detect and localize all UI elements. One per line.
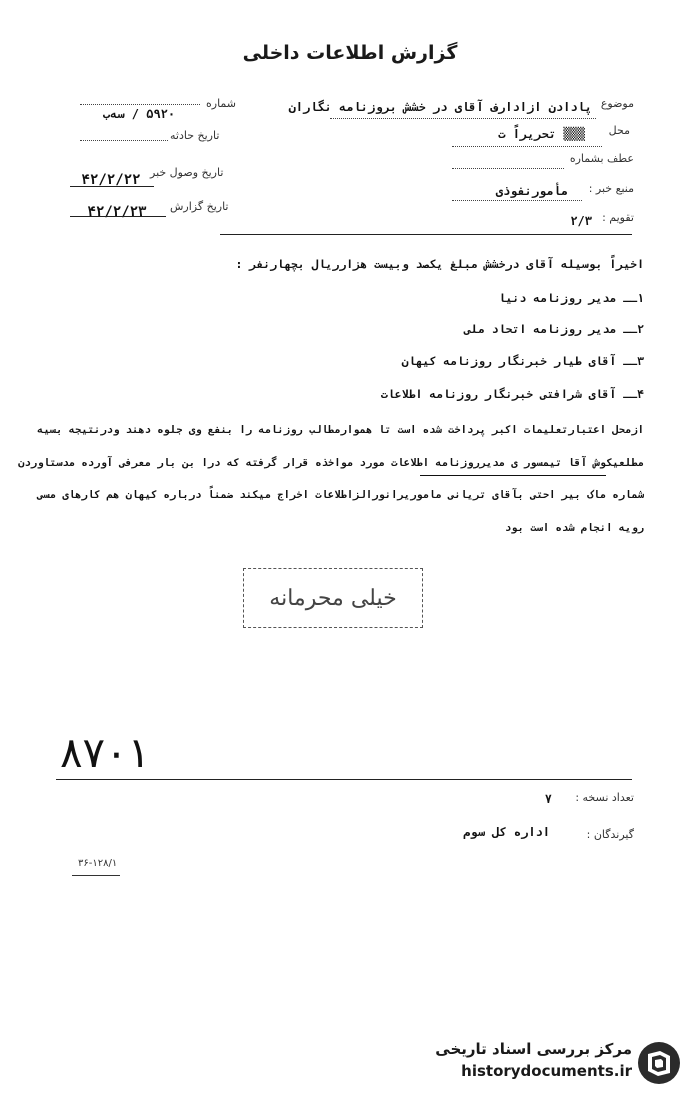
received-date-line <box>70 186 154 187</box>
location-line <box>452 146 602 147</box>
paragraph-line: شماره ماک بیر احتی بآقای تریانی ماموریرانورالزاطلاعات اخراج میکند ضمناً درباره کیهان هم کارهای مسی <box>37 489 644 501</box>
recipients-value: اداره کل سوم <box>463 825 550 839</box>
stamp-text: خیلی محرمانه <box>269 585 397 611</box>
subject-value: پادادن ازادارف آقای در خشش بروزنامه نگاران <box>288 100 592 114</box>
incident-date-line <box>80 140 168 141</box>
number-value: ۵۹۲۰ / سه‌ب <box>102 107 176 121</box>
incident-date-label: تاریخ حادثه <box>170 129 220 142</box>
location-label: محل <box>608 124 630 137</box>
paragraph-line: رویه انجام شده است بود <box>504 522 644 534</box>
number-line-top <box>80 104 200 105</box>
subject-label: موضوع <box>600 97 634 110</box>
recipients-label: گیرندگان : <box>586 828 634 841</box>
source-line <box>452 200 582 201</box>
received-date-value: ۴۲/۲/۲۲ <box>81 172 141 188</box>
header-divider <box>220 234 632 235</box>
page-title: گزارش اطلاعات داخلی <box>242 42 458 64</box>
list-item: ۲ــ مدیر روزنامه اتحاد ملی <box>463 322 644 336</box>
list-item: ۱ــ مدیر روزنامه دنیا <box>498 291 644 305</box>
evaluation-label: تقویم : <box>602 211 634 224</box>
confidential-stamp <box>243 568 423 628</box>
watermark-title: مرکز بررسی اسناد تاریخی <box>435 1040 632 1058</box>
list-item: ۳ــ آقای طیار خبرنگار روزنامه کیهان <box>401 354 644 368</box>
footer-divider <box>56 779 632 780</box>
paragraph-line: ازمحل اعتبارتعلیمات اکبر پرداخت شده است تا هموارمطالب روزنامه را بنفع وی جلوه دهند ودرنتیجه بسیه <box>37 424 644 436</box>
archive-number: ۸۷۰۱ <box>60 728 151 777</box>
evaluation-value: ۲/۳ <box>570 214 592 228</box>
reference-label: عطف بشماره <box>569 152 634 165</box>
report-date-value: ۴۲/۲/۲۳ <box>87 204 147 220</box>
reference-code-underline <box>72 875 120 876</box>
reference-code: ۳۶-۱۲۸/۱ <box>78 858 118 869</box>
source-label: منبع خبر : <box>588 182 634 195</box>
subject-line <box>330 118 596 119</box>
location-value: ▒▒▒ تحریراً ت <box>498 127 585 141</box>
body-intro: اخیراً بوسیله آقای درخشش مبلغ یکصد وبیست هزارریال بچهارنفر : <box>235 257 644 271</box>
reference-line <box>452 168 564 169</box>
paragraph-line: مطلعیکوش آقا تیمسور ی مدیرروزنامه اطلاعات مورد مواخذه قرار گرفته که درا بن بار معرفی‌ آورده مدستاوردن <box>18 457 644 469</box>
list-item: ۴ــ آقای شرافتی خبرنگار روزنامه اطلاعات <box>380 387 644 401</box>
archive-logo-icon <box>636 1040 682 1086</box>
underline-mark <box>420 475 606 476</box>
source-value: مأمورنفوذی <box>495 184 568 198</box>
number-label: شماره <box>206 97 237 110</box>
report-date-line <box>70 216 166 217</box>
watermark-url: historydocuments.ir <box>461 1062 632 1080</box>
copies-label: تعداد نسخه : <box>575 791 634 804</box>
report-date-label: تاریخ گزارش <box>170 200 229 213</box>
received-date-label: تاریخ وصول خبر <box>150 166 224 179</box>
copies-value: ۷ <box>544 792 552 806</box>
